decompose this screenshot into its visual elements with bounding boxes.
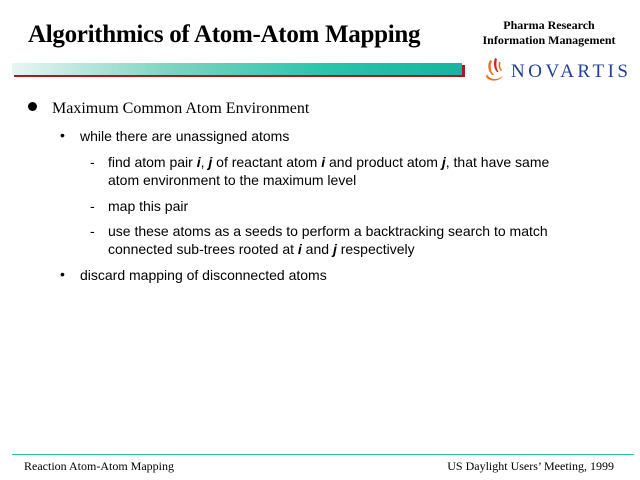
text-span: of reactant atom [212,154,322,170]
level1-bullet-icon [28,102,37,111]
var-j: j [332,241,337,257]
dash-icon: - [90,198,95,214]
heading-maximum-common-atom-environment: Maximum Common Atom Environment [52,100,310,117]
text-span: find atom pair [108,154,197,170]
subitem-backtracking-search [108,222,578,258]
novartis-logo [483,56,633,84]
org-label [470,18,628,48]
novartis-flame-icon [483,56,507,84]
text-span: , that have same atom environment to the maximum level [108,154,550,188]
title-underline-bar [12,63,464,77]
dash-icon: - [90,154,95,170]
title-bar-shadow-bottom [14,75,465,77]
var-j: j [441,154,446,170]
footer-left-text: Reaction Atom-Atom Mapping [24,459,174,473]
level2-bullet-icon: • [60,127,65,143]
novartis-wordmark: NOVARTIS [511,61,632,82]
footer-divider [12,454,634,455]
org-line-1: Pharma Research [503,18,595,32]
org-line-2: Information Management [482,33,616,47]
var-i: i [297,241,302,257]
text-span: and [301,241,333,257]
level2-bullet-icon: • [60,266,65,282]
var-i: i [196,154,201,170]
footer-right-text: US Daylight Users’ Meeting, 1999 [447,459,614,473]
title-bar-gradient [12,63,462,75]
item-unassigned-atoms: while there are unassigned atoms [80,128,290,144]
var-j: j [208,154,213,170]
slide-title: Algorithmics of Atom-Atom Mapping [28,21,421,48]
subitem-map-pair: map this pair [108,198,189,214]
subitem-find-atom-pair [108,153,578,189]
var-i: i [321,154,326,170]
item-discard-mapping: discard mapping of disconnected atoms [80,267,327,283]
text-span: use these atoms as a seeds to perform a backtracking search to match connected sub-trees rooted at [108,223,548,257]
text-span: and product atom [325,154,442,170]
text-span: respectively [336,241,415,257]
dash-icon: - [90,223,95,239]
text-span: , [200,154,209,170]
